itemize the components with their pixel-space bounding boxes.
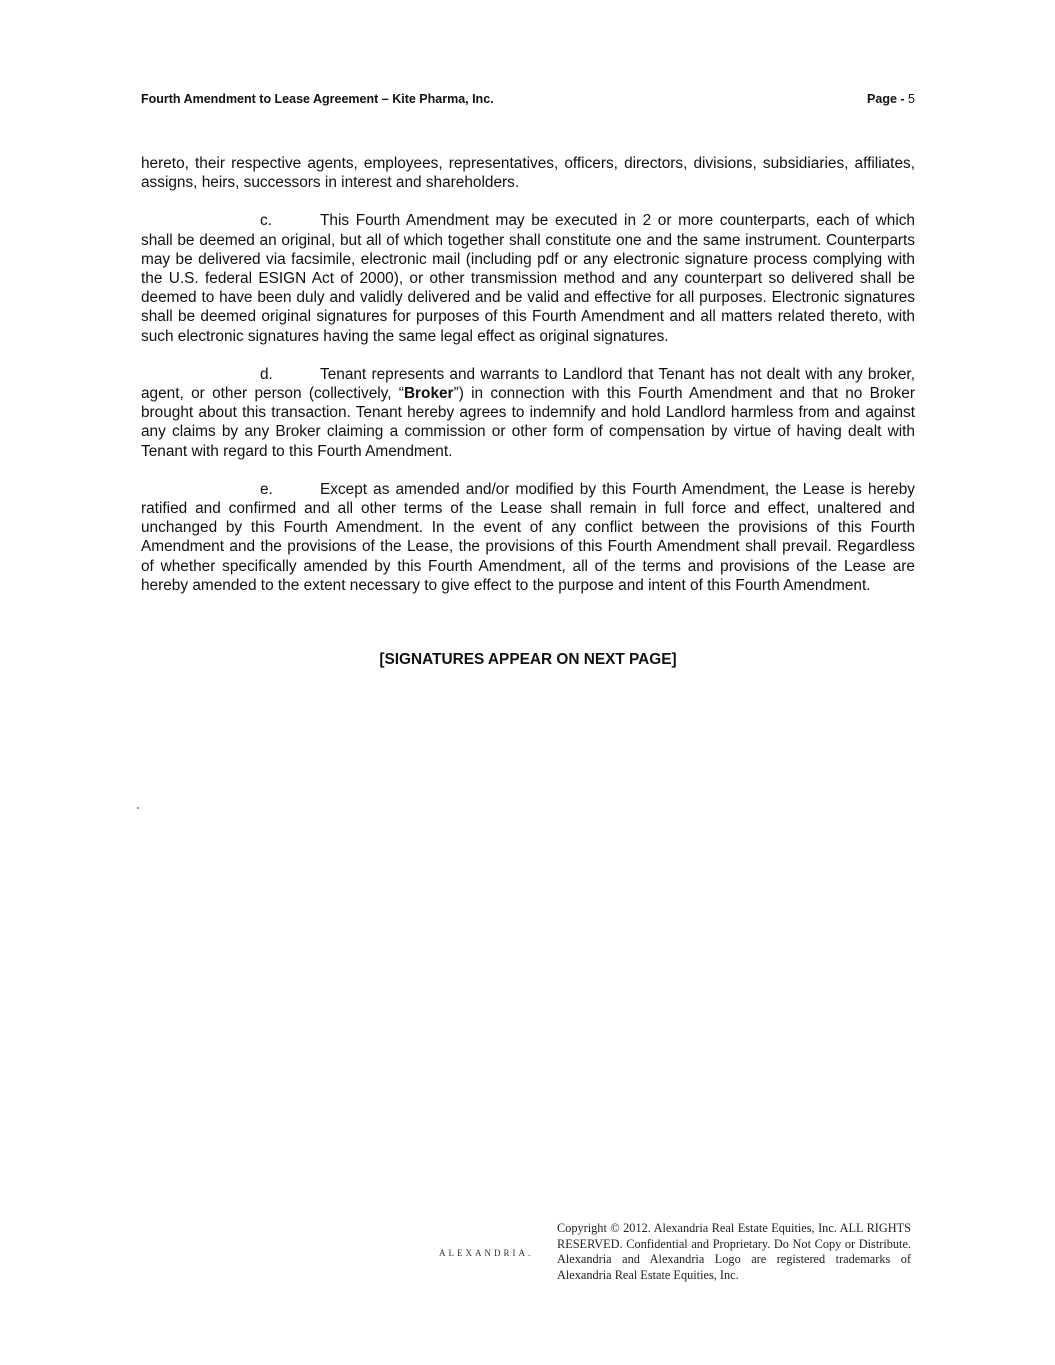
paragraph-d (141, 365, 915, 461)
paragraph-e-text: Except as amended and/or modified by this Fourth Amendment, the Lease is hereby ratified and confirmed and all other terms of the Lease shall remain in full force and effect, unaltered and unchanged by this Fourth Amendment. In the event of any conflict between the provisions of this Fourth Amendment and the provisions of the Lease, the provisions of this Fourth Amendment shall prevail. Regardless of whether specifically amended by this Fourth Amendment, all of the terms and provisions of the Lease are hereby amended to the extent necessary to give effect to the purpose and intent of this Fourth Amendment. (141, 480, 915, 594)
paragraph-d-letter: d. (260, 365, 273, 383)
paragraph-e-letter: e. (260, 480, 273, 498)
alexandria-logo: ALEXANDRIA. (439, 1248, 534, 1258)
paragraph-c (141, 211, 915, 345)
signature-note: [SIGNATURES APPEAR ON NEXT PAGE] (379, 651, 677, 668)
document-title: Fourth Amendment to Lease Agreement – Kite Pharma, Inc. (141, 92, 494, 106)
paragraph-d-text-before: Tenant represents and warrants to Landlord that Tenant has not dealt with any broker, agent, or other person (collectively, “ (141, 365, 915, 403)
paragraph-e (141, 480, 915, 595)
document-body (141, 154, 915, 614)
page-number (867, 92, 915, 106)
page-header (141, 92, 915, 106)
defined-term-broker: Broker (403, 385, 454, 403)
paragraph-c-text: This Fourth Amendment may be executed in 2 or more counterparts, each of which shall be deemed an original, but all of which together shall constitute one and the same instrument. Counterparts may be delivered via facsimile, electronic mail (including pdf or any electronic signature process complying with the U.S. federal ESIGN Act of 2000), or other transmission method and any counterpart so delivered shall be deemed to have been duly and validly delivered and be valid and effective for all purposes. Electronic signatures shall be deemed original signatures for purposes of this Fourth Amendment and all matters related thereto, with such electronic signatures having the same legal effect as original signatures. (141, 212, 915, 345)
copyright-notice: Copyright © 2012. Alexandria Real Estate Equities, Inc. ALL RIGHTS RESERVED. Confidential and Proprietary. Do Not Copy or Distribute. Alexandria and Alexandria Logo are registered trademarks of Alexandria Real Estate Equities, Inc. (557, 1221, 911, 1282)
paragraph-intro: hereto, their respective agents, employees, representatives, officers, directors, divisions, subsidiaries, affiliates, assigns, heirs, successors in interest and shareholders. (141, 155, 915, 192)
paragraph-d-text-after: ”) in connection with this Fourth Amendment and that no Broker brought about this transaction. Tenant hereby agrees to indemnify and hold Landlord harmless from and against any claims by any Broker claiming a commission or other form of compensation by virtue of having dealt with Tenant with regard to this Fourth Amendment. (141, 385, 915, 460)
paragraph-c-letter: c. (260, 212, 272, 230)
page-number-value: 5 (908, 92, 915, 106)
page-label: Page - (867, 92, 909, 106)
scan-artifact-dot (137, 807, 139, 809)
